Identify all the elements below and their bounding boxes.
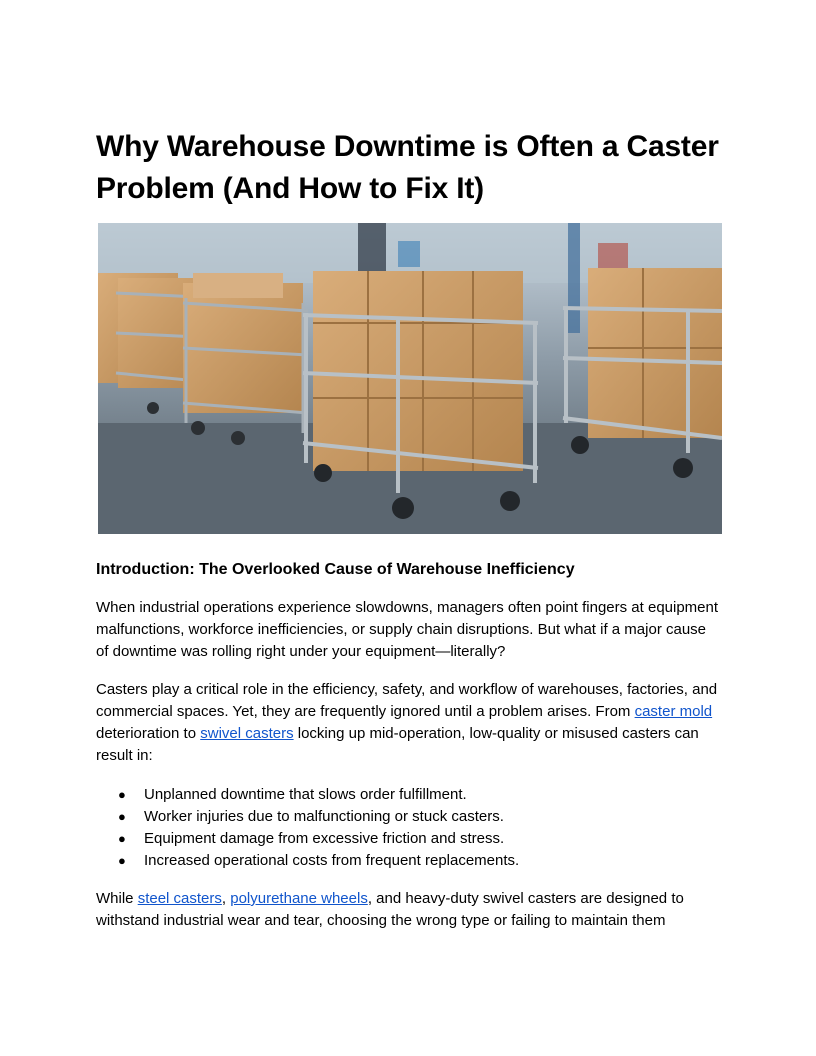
list-item: [96, 806, 722, 828]
polyurethane-wheels-link[interactable]: polyurethane wheels: [230, 890, 368, 907]
paragraph-text: locking up mid-operation, low-quality or misused casters can result in:: [96, 725, 699, 764]
paragraph-intro: When industrial operations experience slowdowns, managers often point fingers at equipment malfunctions, workforce inefficiencies, or supply chain disruptions. But what if a major cause of downtime was rolling right under your equipment—literally?: [96, 599, 719, 660]
bullet-icon: ●: [118, 831, 126, 846]
list-item-text: Worker injuries due to malfunctioning or stuck casters.: [144, 808, 504, 825]
list-item: [96, 850, 722, 872]
bullet-icon: ●: [118, 787, 126, 802]
list-item: [96, 828, 722, 850]
swivel-casters-link[interactable]: swivel casters: [200, 725, 294, 742]
warehouse-carts-photo: [98, 223, 722, 534]
list-item-text: Increased operational costs from frequent replacements.: [144, 852, 520, 869]
steel-casters-link[interactable]: steel casters: [137, 890, 222, 907]
bullet-icon: ●: [118, 853, 126, 868]
paragraph-casters: [96, 679, 722, 767]
paragraph-text: Casters play a critical role in the efficiency, safety, and workflow of warehouses, factories, and commercial spaces. Yet, they are frequently ignored until a problem arises. From: [96, 681, 718, 720]
list-item: [96, 784, 722, 806]
paragraph-text: ,: [221, 890, 231, 907]
list-item-text: Equipment damage from excessive friction and stress.: [144, 830, 505, 847]
bullet-icon: ●: [118, 809, 126, 824]
consequences-list: [96, 784, 722, 872]
paragraph-text: , and heavy-duty swivel casters are designed to withstand industrial wear and tear, choosing the wrong type or failing to maintain them: [96, 890, 684, 929]
paragraph-caster-types: [96, 888, 722, 932]
paragraph-text: deterioration to: [96, 725, 201, 742]
list-item-text: Unplanned downtime that slows order fulfillment.: [144, 786, 467, 803]
caster-mold-link[interactable]: caster mold: [634, 703, 713, 720]
article-title: Why Warehouse Downtime is Often a Caster Problem (And How to Fix It): [96, 130, 719, 205]
paragraph-text: While: [96, 890, 138, 907]
section-heading: Introduction: The Overlooked Cause of Warehouse Inefficiency: [96, 561, 575, 578]
